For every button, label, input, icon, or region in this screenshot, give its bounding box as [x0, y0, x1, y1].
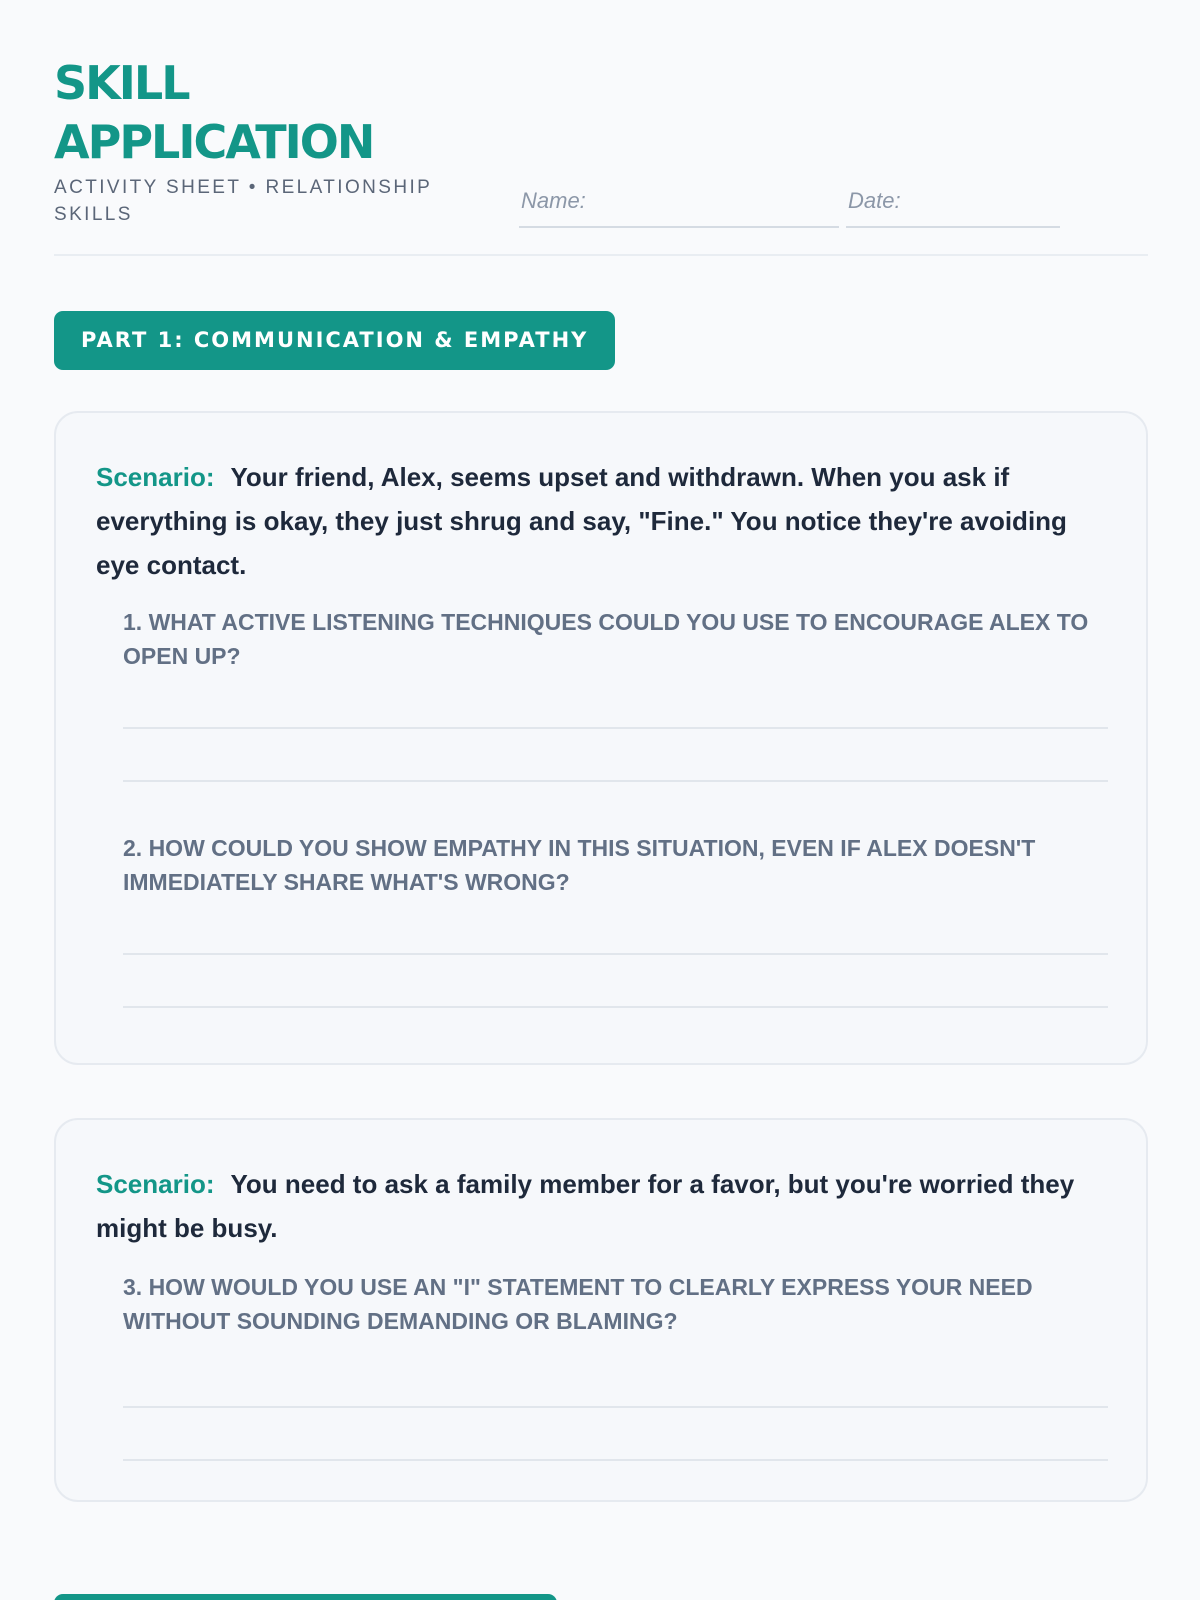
scenario-card: [54, 411, 1148, 1065]
scenario-body: Your friend, Alex, seems upset and withdrawn. When you ask if everything is okay, they just shrug and say, "Fine." You notice they're avoiding eye contact.: [96, 462, 1067, 580]
name-field[interactable]: Name:: [519, 184, 839, 228]
scenario-text: [96, 1162, 1096, 1250]
answer-line[interactable]: [123, 953, 1108, 955]
scenario-body: You need to ask a family member for a favor, but you're worried they might be busy.: [96, 1169, 1075, 1243]
answer-line[interactable]: [123, 1459, 1108, 1461]
scenario-label: Scenario:: [96, 462, 215, 492]
page-title: [54, 54, 494, 172]
answer-line[interactable]: [123, 780, 1108, 782]
question-2: 2. HOW COULD YOU SHOW EMPATHY IN THIS SITUATION, EVEN IF ALEX DOESN'T IMMEDIATELY SHARE WHAT'S WRONG?: [123, 835, 1036, 895]
question-1: 1. WHAT ACTIVE LISTENING TECHNIQUES COULD YOU USE TO ENCOURAGE ALEX TO OPEN UP?: [123, 609, 1089, 669]
question-3: 3. HOW WOULD YOU USE AN "I" STATEMENT TO CLEARLY EXPRESS YOUR NEED WITHOUT SOUNDING DEMANDING OR BLAMING?: [123, 1274, 1033, 1334]
section-badge-part-2: [54, 1594, 557, 1600]
answer-line[interactable]: [123, 727, 1108, 729]
date-field[interactable]: Date:: [846, 184, 1060, 228]
page-subtitle: ACTIVITY SHEET • RELATIONSHIP SKILLS: [54, 177, 432, 225]
worksheet-page: [54, 0, 1148, 1334]
scenario-card: [54, 1118, 1148, 1502]
answer-line[interactable]: [123, 1006, 1108, 1008]
scenario-text: [96, 455, 1096, 587]
title-line-2: APPLICATION: [54, 115, 374, 169]
title-line-1: SKILL: [54, 56, 189, 110]
header: [54, 0, 1148, 256]
answer-line[interactable]: [123, 1406, 1108, 1408]
scenario-label: Scenario:: [96, 1169, 215, 1199]
section-badge-part-1: PART 1: COMMUNICATION & EMPATHY: [54, 311, 615, 370]
